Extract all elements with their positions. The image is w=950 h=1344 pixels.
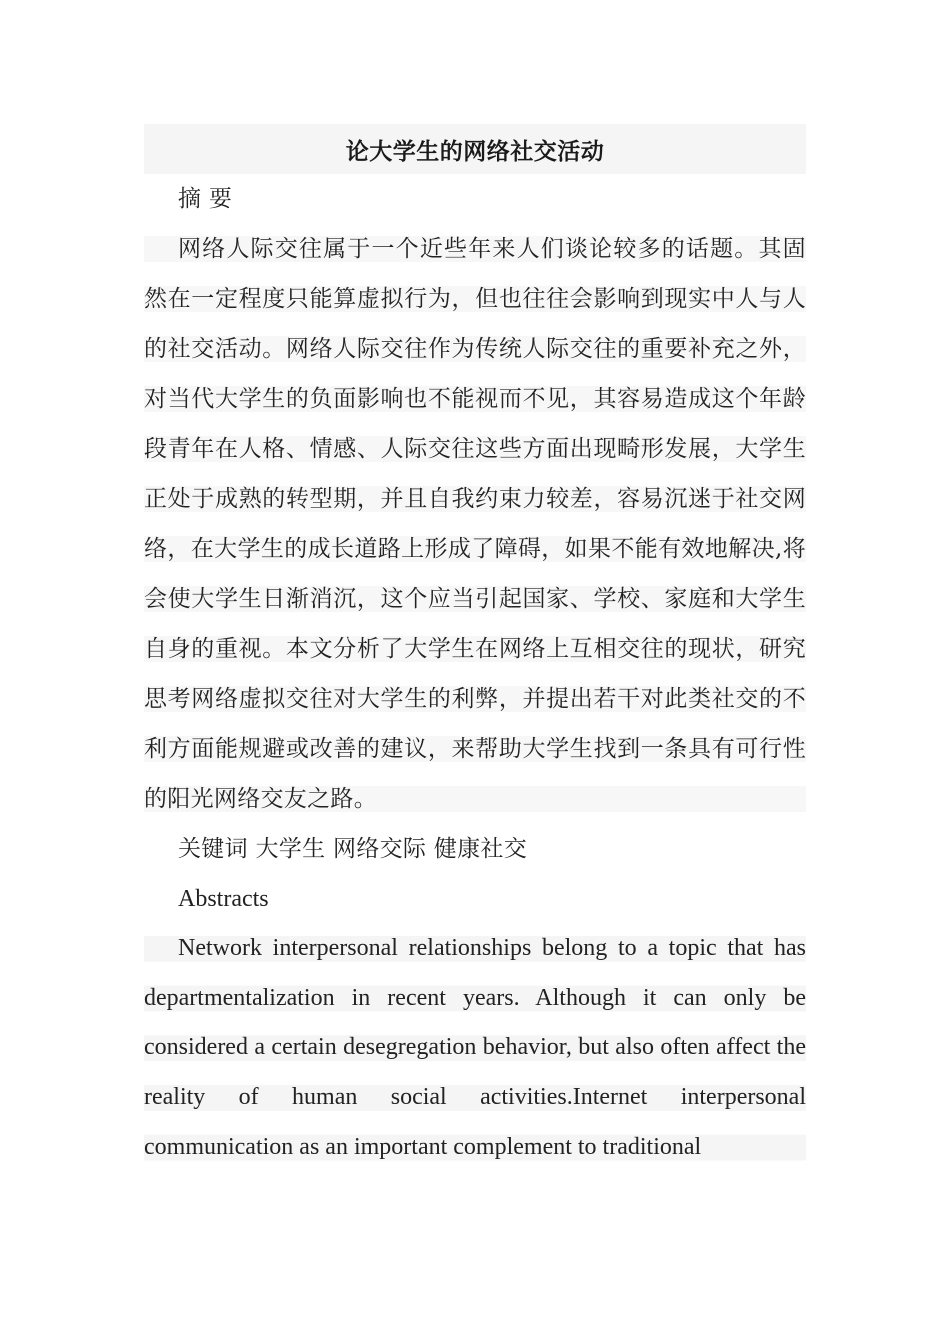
abstract-heading: 摘 要 bbox=[178, 186, 233, 212]
keywords-line: 关键词 大学生 网络交际 健康社交 bbox=[178, 836, 528, 862]
document-page bbox=[144, 124, 806, 1173]
abstract-body: 网络人际交往属于一个近些年来人们谈论较多的话题。其固然在一定程度只能算虚拟行为，但也往往会影响到现实中人与人的社交活动。网络人际交往作为传统人际交往的重要补充之外，对当代大学生的负面影响也不能视而不见，其容易造成这个年龄段青年在人格、情感、人际交往这些方面出现畸形发展，大学生正处于成熟的转型期，并且自我约束力较差，容易沉迷于社交网络，在大学生的成长道路上形成了障碍，如果不能有效地解决,将会使大学生日渐消沉，这个应当引起国家、学校、家庭和大学生自身的重视。本文分析了大学生在网络上互相交往的现状，研究思考网络虚拟交往对大学生的利弊，并提出若干对此类社交的不利方面能规避或改善的建议，来帮助大学生找到一条具有可行性的阳光网络交友之路。 bbox=[144, 224, 806, 824]
document-title: 论大学生的网络社交活动 bbox=[345, 138, 605, 165]
english-abstract-body: Network interpersonal relationships belong to a topic that has departmentalization in recent years. Although it can only be considered a certain desegregation behavior, but also often affect the reality of human social activities.Internet interpersonal communication as an important complement to traditional bbox=[144, 924, 806, 1173]
title-bar bbox=[144, 124, 806, 174]
english-abstract-heading: Abstracts bbox=[178, 886, 269, 912]
